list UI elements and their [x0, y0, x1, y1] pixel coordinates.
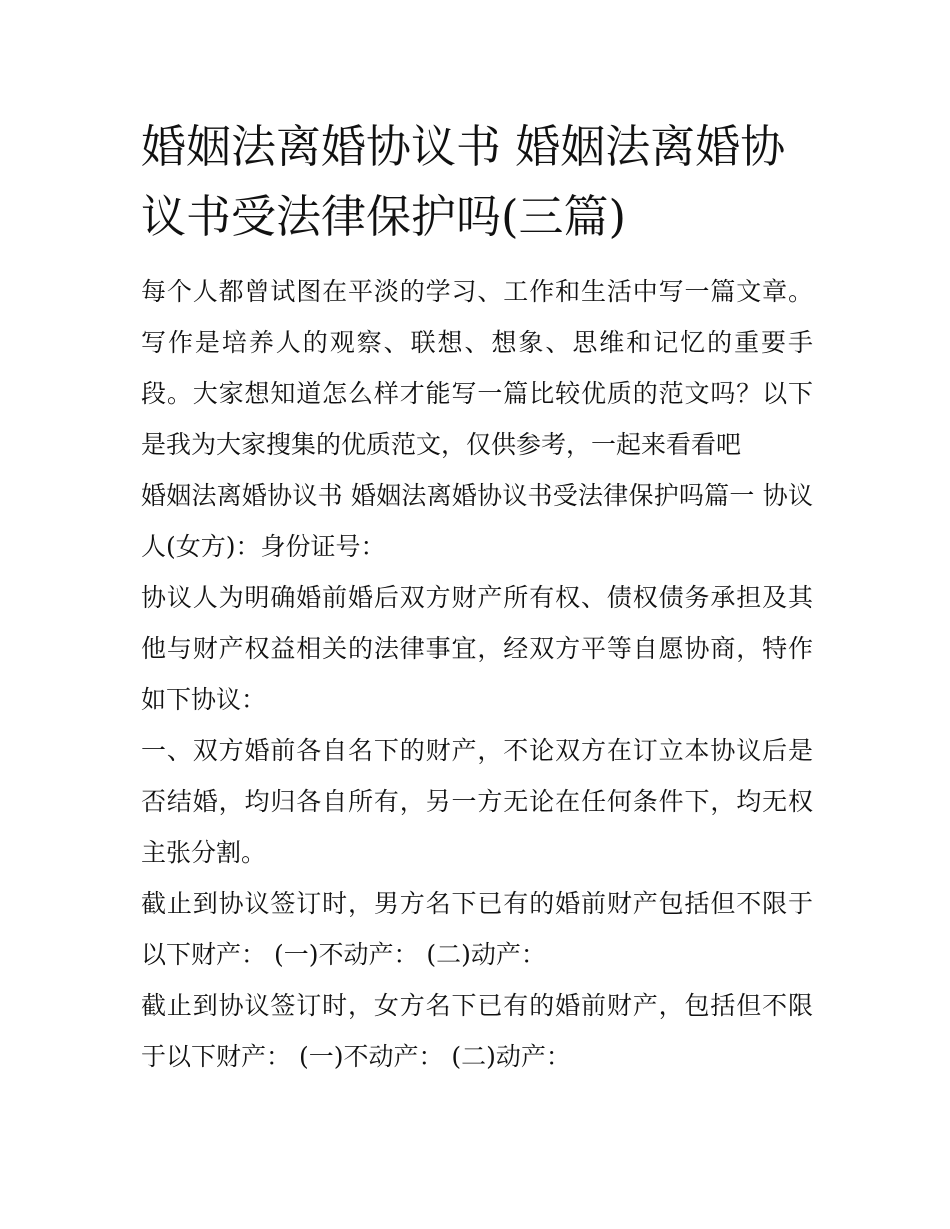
paragraph-purpose: 协议人为明确婚前婚后双方财产所有权、债权债务承担及其他与财产权益相关的法律事宜，经双方平等自愿协商，特作如下协议：	[141, 583, 813, 714]
document-title: 婚姻法离婚协议书 婚姻法离婚协议书受法律保护吗(三篇)	[141, 120, 786, 243]
paragraph-clause-one: 一、双方婚前各自名下的财产，不论双方在订立本协议后是否结婚，均归各自所有，另一方无论在任何条件下，均无权主张分割。	[141, 736, 813, 867]
paragraph-party: 婚姻法离婚协议书 婚姻法离婚协议书受法律保护吗篇一 协议人(女方)：身份证号：	[141, 481, 813, 561]
paragraph-intro: 每个人都曾试图在平淡的学习、工作和生活中写一篇文章。写作是培养人的观察、联想、想象、思维和记忆的重要手段。大家想知道怎么样才能写一篇比较优质的范文吗？以下是我为大家搜集的优质范文，仅供参考，一起来看看吧	[141, 277, 813, 459]
paragraph-male-property: 截止到协议签订时，男方名下已有的婚前财产包括但不限于以下财产： (一)不动产： (二)动产：	[141, 889, 813, 969]
document-page	[141, 112, 813, 1082]
paragraph-female-property: 截止到协议签订时，女方名下已有的婚前财产，包括但不限于以下财产： (一)不动产： (二)动产：	[141, 991, 813, 1071]
